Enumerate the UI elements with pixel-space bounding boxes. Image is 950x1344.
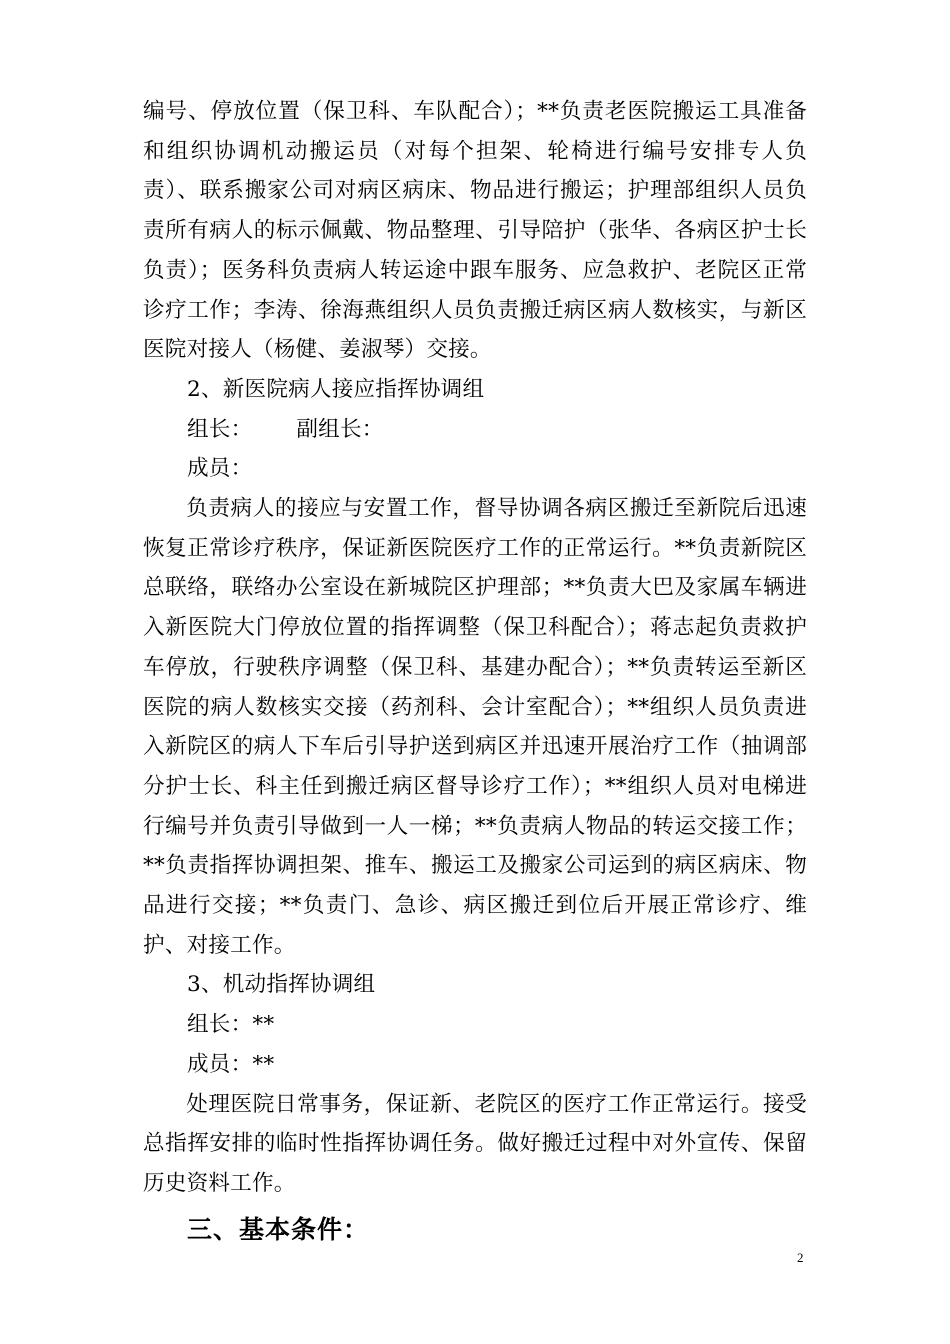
page-number: 2 [797, 1250, 804, 1265]
section-heading: 三、基本条件： [187, 1214, 370, 1244]
group2-members-label: 成员： [187, 456, 253, 482]
document-body [143, 92, 807, 1252]
group2-deputy-label: 副组长： [296, 416, 384, 442]
group3-description: 处理医院日常事务，保证新、老院区的医疗工作正常运行。接受总指挥安排的临时性指挥协调任务。做好搬迁过程中对外宣传、保留历史资料工作。 [143, 1091, 807, 1196]
group2-leaders-line [143, 410, 807, 450]
group2-description: 负责病人的接应与安置工作，督导协调各病区搬迁至新院后迅速恢复正常诊疗秩序，保证新医院医疗工作的正常运行。**负责新院区总联络，联络办公室设在新城院区护理部；**负责大巴及家属车辆进入新医院大门停放位置的指挥调整（保卫科配合）；蒋志起负责救护车停放，行驶秩序调整（保卫科、基建办配合）；**负责转运至新区医院的病人数核实交接（药剂科、会计室配合）；**组织人员负责进入新院区的病人下车后引导护送到病区并迅速开展治疗工作（抽调部分护士长、科主任到搬迁病区督导诊疗工作）；**组织人员对电梯进行编号并负责引导做到一人一梯；**负责病人物品的转运交接工作；**负责指挥协调担架、推车、搬运工及搬家公司运到的病区病床、物品进行交接；**负责门、急诊、病区搬迁到位后开展正常诊疗、维护、对接工作。 [143, 496, 807, 958]
group2-leader-label: 组长： [187, 416, 253, 442]
group3-leader: 组长：** [187, 1012, 275, 1038]
group3-heading: 3、机动指挥协调组 [187, 972, 376, 998]
group3-members: 成员：** [187, 1051, 275, 1077]
intro-paragraph: 编号、停放位置（保卫科、车队配合）；**负责老医院搬运工具准备和组织协调机动搬运员（对每个担架、轮椅进行编号安排专人负责）、联系搬家公司对病区病床、物品进行搬运；护理部组织人员负责所有病人的标示佩戴、物品整理、引导陪护（张华、各病区护士长负责）；医务科负责病人转运途中跟车服务、应急救护、老院区正常诊疗工作；李涛、徐海燕组织人员负责搬迁病区病人数核实，与新区医院对接人（杨健、姜淑琴）交接。 [143, 99, 807, 363]
group2-heading: 2、新医院病人接应指挥协调组 [187, 376, 485, 402]
